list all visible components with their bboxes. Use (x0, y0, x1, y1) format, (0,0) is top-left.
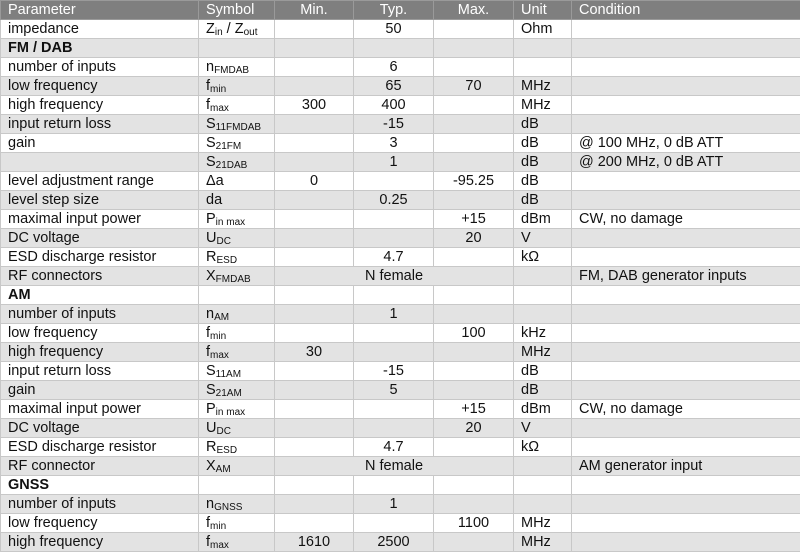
symbol-cell (199, 77, 275, 96)
symbol-subscript: DC (216, 236, 231, 247)
symbol-base: Z (206, 21, 215, 37)
condition-cell (572, 324, 800, 343)
parameter-cell: maximal input power (1, 400, 199, 419)
table-row (1, 153, 800, 172)
header-row (1, 1, 800, 20)
symbol-base: X (206, 458, 216, 474)
symbol-cell (199, 191, 275, 210)
condition-cell (572, 305, 800, 324)
condition-cell (572, 343, 800, 362)
symbol-subscript: 11AM (215, 369, 242, 380)
typ-cell: 5 (354, 381, 434, 400)
spec-table-body (1, 20, 800, 552)
empty-cell (354, 39, 434, 58)
unit-cell: dB (514, 153, 572, 172)
table-row (1, 533, 800, 552)
parameter-cell: ESD discharge resistor (1, 248, 199, 267)
unit-cell: dBm (514, 400, 572, 419)
symbol-cell (199, 210, 275, 229)
symbol-base: U (206, 420, 217, 436)
empty-cell (275, 286, 354, 305)
typ-cell: 1 (354, 305, 434, 324)
typ-cell: 1 (354, 495, 434, 514)
symbol-base: S (206, 363, 216, 379)
symbol-cell (199, 229, 275, 248)
unit-cell: dBm (514, 210, 572, 229)
condition-cell: AM generator input (572, 457, 800, 476)
min-cell (275, 191, 354, 210)
unit-cell: MHz (514, 343, 572, 362)
unit-cell: dB (514, 362, 572, 381)
table-row (1, 362, 800, 381)
parameter-cell: impedance (1, 20, 199, 39)
symbol-cell (199, 324, 275, 343)
typ-cell (354, 343, 434, 362)
symbol-base: P (206, 211, 216, 227)
unit-cell (514, 305, 572, 324)
symbol-base: f (206, 515, 211, 531)
min-cell (275, 419, 354, 438)
max-cell (434, 115, 514, 134)
symbol-subscript: min (210, 331, 227, 342)
typ-cell: 0.25 (354, 191, 434, 210)
max-cell: +15 (434, 210, 514, 229)
table-row (1, 77, 800, 96)
parameter-cell: DC voltage (1, 229, 199, 248)
table-row (1, 115, 800, 134)
max-cell (434, 381, 514, 400)
symbol-subscript: in (214, 27, 223, 38)
max-cell: -95.25 (434, 172, 514, 191)
max-cell (434, 305, 514, 324)
unit-cell: dB (514, 381, 572, 400)
symbol-base: f (206, 534, 211, 550)
empty-cell (572, 39, 800, 58)
symbol-cell (199, 457, 275, 476)
condition-cell: CW, no damage (572, 210, 800, 229)
table-row (1, 210, 800, 229)
min-cell (275, 134, 354, 153)
symbol-base: S (206, 382, 216, 398)
min-cell (275, 115, 354, 134)
symbol-subscript: 11FMDAB (215, 122, 262, 133)
parameter-cell: DC voltage (1, 419, 199, 438)
symbol-cell (199, 96, 275, 115)
max-cell (434, 248, 514, 267)
table-row (1, 305, 800, 324)
min-cell (275, 20, 354, 39)
symbol-cell (199, 495, 275, 514)
condition-cell (572, 495, 800, 514)
typ-cell (354, 419, 434, 438)
unit-cell: dB (514, 115, 572, 134)
parameter-cell: high frequency (1, 343, 199, 362)
table-row (1, 267, 800, 286)
symbol-cell (199, 305, 275, 324)
symbol-subscript: out (243, 27, 258, 38)
section-title: AM (1, 286, 199, 305)
condition-cell (572, 172, 800, 191)
max-cell (434, 438, 514, 457)
empty-cell (572, 286, 800, 305)
section-row (1, 39, 800, 58)
typ-cell: 3 (354, 134, 434, 153)
unit-cell: Ohm (514, 20, 572, 39)
max-cell (434, 495, 514, 514)
table-row (1, 58, 800, 77)
symbol-base: R (206, 249, 217, 265)
symbol-cell (199, 400, 275, 419)
min-cell (275, 153, 354, 172)
symbol-base: S (206, 154, 216, 170)
symbol-base: U (206, 230, 217, 246)
symbol-base: n (206, 306, 215, 322)
min-cell (275, 514, 354, 533)
symbol-subscript: min (210, 521, 227, 532)
symbol-cell (199, 134, 275, 153)
table-row (1, 248, 800, 267)
min-cell (275, 305, 354, 324)
typ-cell (354, 324, 434, 343)
symbol-base: Δa (206, 173, 224, 189)
symbol-subscript: 21FM (215, 141, 242, 152)
symbol-subscript: ESD (216, 445, 238, 456)
condition-cell (572, 419, 800, 438)
empty-cell (434, 476, 514, 495)
parameter-cell: low frequency (1, 514, 199, 533)
min-cell (275, 229, 354, 248)
symbol-subscript: max (210, 540, 229, 551)
merged-value-cell: N female (275, 267, 514, 286)
min-cell: 0 (275, 172, 354, 191)
empty-cell (514, 476, 572, 495)
condition-cell (572, 438, 800, 457)
min-cell: 1610 (275, 533, 354, 552)
symbol-base: X (206, 268, 216, 284)
symbol-base: P (206, 401, 216, 417)
max-cell (434, 58, 514, 77)
table-row (1, 400, 800, 419)
min-cell (275, 324, 354, 343)
table-row (1, 20, 800, 39)
col-header-min: Min. (275, 1, 354, 20)
parameter-cell: level adjustment range (1, 172, 199, 191)
unit-cell: MHz (514, 96, 572, 115)
parameter-cell: RF connectors (1, 267, 199, 286)
typ-cell (354, 400, 434, 419)
min-cell (275, 58, 354, 77)
unit-cell: MHz (514, 77, 572, 96)
parameter-cell: low frequency (1, 324, 199, 343)
condition-cell (572, 20, 800, 39)
min-cell (275, 381, 354, 400)
typ-cell: 4.7 (354, 248, 434, 267)
symbol-base: da (206, 192, 223, 208)
symbol-subscript: min (210, 84, 227, 95)
section-row (1, 286, 800, 305)
table-row (1, 438, 800, 457)
condition-cell: @ 100 MHz, 0 dB ATT (572, 134, 800, 153)
unit-cell: dB (514, 134, 572, 153)
parameter-cell: number of inputs (1, 495, 199, 514)
empty-cell (514, 39, 572, 58)
parameter-cell: high frequency (1, 96, 199, 115)
max-cell: +15 (434, 400, 514, 419)
table-row (1, 381, 800, 400)
unit-cell: MHz (514, 533, 572, 552)
empty-cell (514, 286, 572, 305)
min-cell (275, 248, 354, 267)
symbol-subscript: GNSS (214, 502, 243, 513)
parameter-cell: number of inputs (1, 58, 199, 77)
condition-cell (572, 191, 800, 210)
unit-cell: kΩ (514, 438, 572, 457)
unit-cell: kΩ (514, 248, 572, 267)
condition-cell (572, 77, 800, 96)
empty-cell (434, 286, 514, 305)
col-header-unit: Unit (514, 1, 572, 20)
symbol-subscript: FMDAB (215, 274, 251, 285)
typ-cell: 6 (354, 58, 434, 77)
typ-cell (354, 210, 434, 229)
symbol-cell (199, 20, 275, 39)
parameter-cell: input return loss (1, 362, 199, 381)
symbol-base: S (206, 135, 216, 151)
condition-cell (572, 115, 800, 134)
condition-cell: @ 200 MHz, 0 dB ATT (572, 153, 800, 172)
table-row (1, 191, 800, 210)
min-cell: 30 (275, 343, 354, 362)
unit-cell: V (514, 419, 572, 438)
typ-cell (354, 514, 434, 533)
symbol-cell (199, 267, 275, 286)
max-cell: 70 (434, 77, 514, 96)
table-row (1, 514, 800, 533)
max-cell (434, 96, 514, 115)
symbol-subscript: max (210, 350, 229, 361)
symbol-subscript: max (210, 103, 229, 114)
empty-cell (199, 286, 275, 305)
empty-cell (275, 476, 354, 495)
symbol-base: n (206, 496, 215, 512)
table-row (1, 229, 800, 248)
symbol-cell (199, 533, 275, 552)
max-cell: 1100 (434, 514, 514, 533)
col-header-typ: Typ. (354, 1, 434, 20)
unit-cell (514, 58, 572, 77)
unit-cell: dB (514, 172, 572, 191)
symbol-cell (199, 115, 275, 134)
condition-cell (572, 58, 800, 77)
table-row (1, 96, 800, 115)
empty-cell (199, 39, 275, 58)
parameter-cell: input return loss (1, 115, 199, 134)
condition-cell (572, 362, 800, 381)
symbol-base: n (206, 59, 215, 75)
col-header-symbol: Symbol (199, 1, 275, 20)
parameter-cell: gain (1, 134, 199, 153)
typ-cell: 4.7 (354, 438, 434, 457)
typ-cell: 2500 (354, 533, 434, 552)
symbol-base: R (206, 439, 217, 455)
symbol-subscript: AM (215, 464, 231, 475)
empty-cell (434, 39, 514, 58)
table-row (1, 324, 800, 343)
parameter-cell: RF connector (1, 457, 199, 476)
col-header-max: Max. (434, 1, 514, 20)
parameter-cell: maximal input power (1, 210, 199, 229)
symbol-cell (199, 153, 275, 172)
typ-cell: 50 (354, 20, 434, 39)
symbol-cell (199, 362, 275, 381)
symbol-subscript: ESD (216, 255, 238, 266)
parameter-cell: low frequency (1, 77, 199, 96)
empty-cell (572, 476, 800, 495)
empty-cell (275, 39, 354, 58)
unit-cell: kHz (514, 324, 572, 343)
symbol-base: / Z (222, 21, 244, 37)
table-row (1, 134, 800, 153)
min-cell: 300 (275, 96, 354, 115)
min-cell (275, 495, 354, 514)
empty-cell (354, 476, 434, 495)
table-row (1, 495, 800, 514)
table-row (1, 457, 800, 476)
typ-cell: 1 (354, 153, 434, 172)
table-row (1, 172, 800, 191)
symbol-cell (199, 381, 275, 400)
symbol-cell (199, 343, 275, 362)
symbol-subscript: in max (215, 407, 246, 418)
condition-cell (572, 533, 800, 552)
symbol-base: f (206, 97, 211, 113)
min-cell (275, 438, 354, 457)
parameter-cell: ESD discharge resistor (1, 438, 199, 457)
max-cell (434, 362, 514, 381)
col-header-parameter: Parameter (1, 1, 199, 20)
typ-cell: -15 (354, 115, 434, 134)
unit-cell (514, 495, 572, 514)
unit-cell (514, 457, 572, 476)
max-cell (434, 134, 514, 153)
parameter-cell: number of inputs (1, 305, 199, 324)
typ-cell (354, 229, 434, 248)
parameter-cell: high frequency (1, 533, 199, 552)
table-row (1, 343, 800, 362)
empty-cell (199, 476, 275, 495)
condition-cell: FM, DAB generator inputs (572, 267, 800, 286)
section-title: GNSS (1, 476, 199, 495)
typ-cell: 65 (354, 77, 434, 96)
max-cell (434, 533, 514, 552)
parameter-cell: gain (1, 381, 199, 400)
condition-cell: CW, no damage (572, 400, 800, 419)
typ-cell (354, 172, 434, 191)
min-cell (275, 362, 354, 381)
merged-value-cell: N female (275, 457, 514, 476)
condition-cell (572, 229, 800, 248)
condition-cell (572, 381, 800, 400)
symbol-cell (199, 514, 275, 533)
symbol-base: f (206, 344, 211, 360)
symbol-cell (199, 172, 275, 191)
max-cell (434, 153, 514, 172)
section-row (1, 476, 800, 495)
empty-cell (354, 286, 434, 305)
symbol-base: f (206, 325, 211, 341)
max-cell (434, 343, 514, 362)
condition-cell (572, 96, 800, 115)
symbol-base: f (206, 78, 211, 94)
parameter-cell (1, 153, 199, 172)
unit-cell (514, 267, 572, 286)
typ-cell: 400 (354, 96, 434, 115)
symbol-cell (199, 419, 275, 438)
symbol-subscript: AM (214, 312, 230, 323)
unit-cell: dB (514, 191, 572, 210)
symbol-subscript: FMDAB (214, 65, 250, 76)
condition-cell (572, 514, 800, 533)
symbol-cell (199, 248, 275, 267)
max-cell: 20 (434, 419, 514, 438)
max-cell: 20 (434, 229, 514, 248)
symbol-subscript: in max (215, 217, 246, 228)
max-cell (434, 20, 514, 39)
min-cell (275, 210, 354, 229)
typ-cell: -15 (354, 362, 434, 381)
min-cell (275, 77, 354, 96)
symbol-cell (199, 58, 275, 77)
symbol-cell (199, 438, 275, 457)
parameter-cell: level step size (1, 191, 199, 210)
symbol-subscript: 21AM (215, 388, 242, 399)
symbol-subscript: DC (216, 426, 231, 437)
symbol-base: S (206, 116, 216, 132)
max-cell: 100 (434, 324, 514, 343)
min-cell (275, 400, 354, 419)
unit-cell: MHz (514, 514, 572, 533)
symbol-subscript: 21DAB (215, 160, 248, 171)
table-row (1, 419, 800, 438)
max-cell (434, 191, 514, 210)
section-title: FM / DAB (1, 39, 199, 58)
condition-cell (572, 248, 800, 267)
col-header-condition: Condition (572, 1, 800, 20)
unit-cell: V (514, 229, 572, 248)
